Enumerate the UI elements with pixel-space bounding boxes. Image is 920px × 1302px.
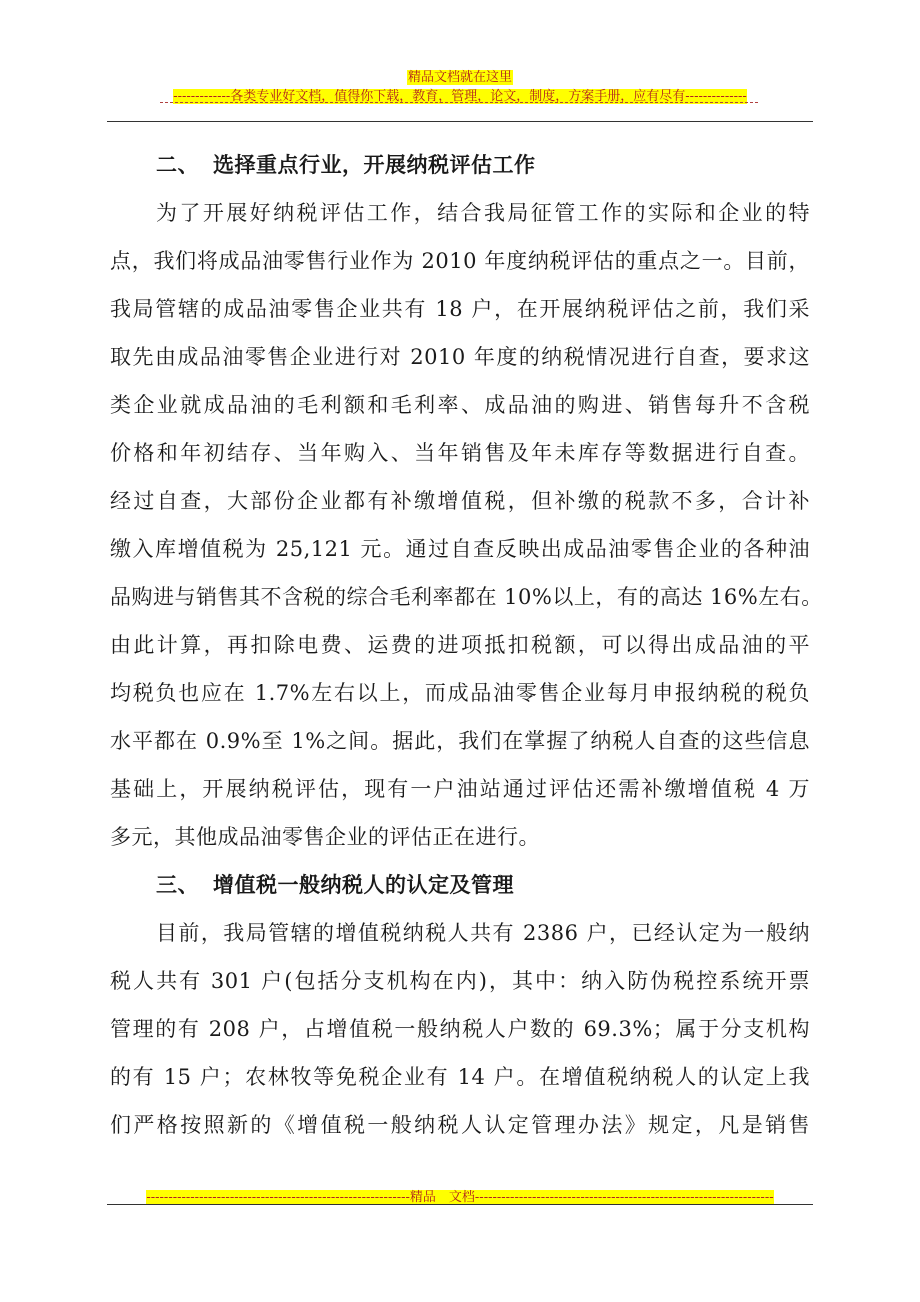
header-dashed-divider [160, 102, 758, 103]
text-line: 多元，其他成品油零售企业的评估正在进行。 [110, 825, 540, 849]
text-line: 水平都在 0.9%至 1%之间。据此，我们在掌握了纳税人自查的这些信息 [110, 729, 810, 753]
text-line: 类企业就成品油的毛利额和毛利率、成品油的购进、销售每升不含税 [110, 393, 810, 417]
header-rule [107, 121, 813, 122]
text-line: 管理的有 208 户，占增值税一般纳税人户数的 69.3%；属于分支机构 [110, 1017, 810, 1041]
footer-text: ------------------------------------------------------------精品 文档-------------------------------------------------------------------- [146, 1190, 774, 1205]
section-3-heading: 三、 增值税一般纳税人的认定及管理 [156, 872, 514, 897]
text-line: 基础上，开展纳税评估，现有一户油站通过评估还需补缴增值税 4 万 [110, 777, 810, 801]
text-line: 缴入库增值税为 25,121 元。通过自查反映出成品油零售企业的各种油 [110, 537, 810, 561]
text-line: 点，我们将成品油零售行业作为 2010 年度纳税评估的重点之一。目前， [110, 249, 810, 273]
text-line: 均税负也应在 1.7%左右以上，而成品油零售企业每月申报纳税的税负 [110, 681, 810, 705]
section-2-paragraph [110, 189, 823, 861]
text-line: 的有 15 户；农林牧等免税企业有 14 户。在增值税纳税人的认定上我 [110, 1065, 810, 1089]
page-footer [0, 1180, 920, 1220]
section-3-paragraph [110, 909, 810, 1149]
text-line: 经过自查，大部份企业都有补缴增值税，但补缴的税款不多，合计补 [110, 489, 810, 513]
header-title: 精品文档就在这里 [407, 70, 512, 85]
page-header [0, 0, 920, 122]
text-line: 取先由成品油零售企业进行对 2010 年度的纳税情况进行自查，要求这 [110, 345, 810, 369]
text-line: 我局管辖的成品油零售企业共有 18 户，在开展纳税评估之前，我们采 [110, 297, 810, 321]
text-line: 们严格按照新的《增值税一般纳税人认定管理办法》规定，凡是销售 [110, 1113, 810, 1137]
text-line: 目前，我局管辖的增值税纳税人共有 2386 户，已经认定为一般纳 [156, 921, 810, 945]
text-line: 为了开展好纳税评估工作，结合我局征管工作的实际和企业的特 [156, 201, 810, 225]
text-line: 品购进与销售其不含税的综合毛利率都在 10%以上，有的高达 16%左右。 [110, 585, 823, 609]
footer-rule [107, 1204, 813, 1205]
document-body [110, 141, 823, 1149]
section-2-heading: 二、 选择重点行业，开展纳税评估工作 [156, 152, 536, 177]
header-subtitle: -------------各类专业好文档，值得你下载，教育，管理，论文，制度，方案手册，应有尽有-------------- [173, 89, 747, 104]
text-line: 由此计算，再扣除电费、运费的进项抵扣税额，可以得出成品油的平 [110, 633, 810, 657]
text-line: 价格和年初结存、当年购入、当年销售及年未库存等数据进行自查。 [110, 441, 810, 465]
text-line: 税人共有 301 户(包括分支机构在内)，其中：纳入防伪税控系统开票 [110, 969, 810, 993]
